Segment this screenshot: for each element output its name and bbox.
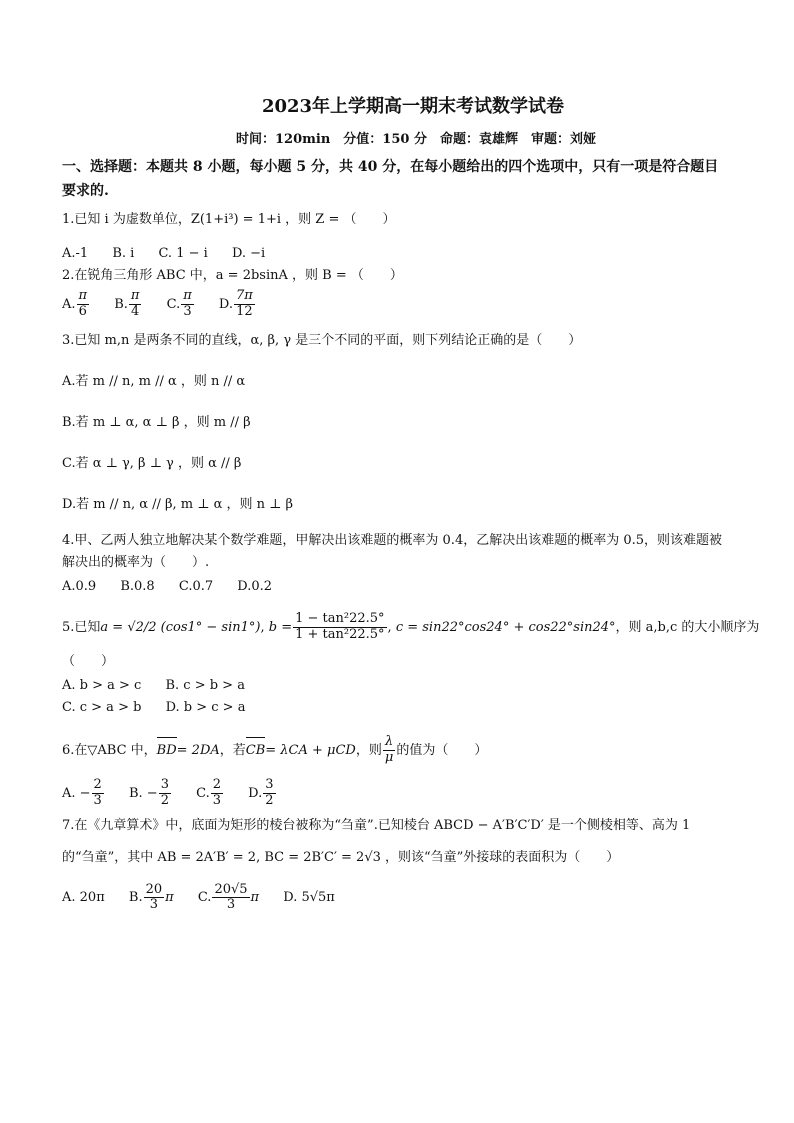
q5-option-c: C. c > a > b bbox=[62, 699, 142, 715]
question-6-options bbox=[62, 778, 730, 809]
q6-option-b: B. − $\frac{3}{2}$ bbox=[128, 776, 169, 808]
question-5-paren: （ ） bbox=[62, 653, 115, 669]
question-4-options bbox=[62, 576, 730, 598]
q3-option-d: D.若 m // n, α // β, m ⊥ α ，则 n ⊥ β bbox=[62, 496, 294, 512]
q1-option-b: B. i bbox=[112, 246, 135, 261]
q6-option-c: C. $\frac{2}{3}$ bbox=[196, 776, 222, 808]
exam-title: 2023年上学期高一期末考试数学试卷 bbox=[261, 96, 565, 117]
q1-option-d: D. −i bbox=[231, 246, 266, 261]
q1-option-c: C. 1 − i bbox=[158, 246, 208, 261]
exam-page bbox=[62, 92, 760, 913]
question-1-stem: 1.已知 i 为虚数单位，Z(1+i³) = 1+i ，则 Z = （ ） bbox=[62, 212, 396, 227]
question-5-options-row2 bbox=[62, 697, 730, 719]
q2-option-d: D. $\frac{7\pi}{12}$ bbox=[218, 288, 253, 319]
q6-option-d: D. $\frac{3}{2}$ bbox=[248, 776, 274, 808]
question-7-stem-line1: 7.在《九章算术》中，底面为矩形的棱台被称为“刍童”.已知棱台 ABCD − A′B′C′D′ 是一个侧棱相等、高为 1 bbox=[62, 817, 691, 833]
exam-meta-line: 时间：120min 分值：150 分 命题：袁雄辉 审题：刘娅 bbox=[236, 132, 596, 147]
q3-option-b: B.若 m ⊥ α, α ⊥ β ，则 m // β bbox=[62, 414, 251, 430]
section-heading: 一、选择题：本题共 8 小题，每小题 5 分，共 40 分，在每小题给出的四个选项中，只有一项是符合题目要求的. bbox=[62, 159, 719, 199]
q4-option-d: D.0.2 bbox=[237, 578, 273, 594]
q5-option-d: D. b > c > a bbox=[165, 699, 246, 715]
question-5-stem: 5.已知a = √2/2 (cos1° − sin1°), b = $\frac{\text{1 − tan²22.5°}}{\text{1 + tan²22.5°}}$ , c = sin22°cos24° + cos22°sin24°，则 a,b,c 的大小顺序为 bbox=[62, 610, 760, 642]
question-1-options bbox=[62, 243, 730, 265]
q7-option-c: C. $\frac{20√5}{3}$ π bbox=[197, 881, 260, 913]
q5-option-b: B. c > b > a bbox=[165, 677, 245, 693]
q3-option-a: A.若 m // n, m // α ，则 n // α bbox=[62, 373, 246, 389]
q3-option-c: C.若 α ⊥ γ, β ⊥ γ ，则 α // β bbox=[62, 455, 242, 471]
q2-option-b: B. $\frac{\pi}{4}$ bbox=[114, 288, 140, 319]
q2-option-a: A. $\frac{\pi}{6}$ bbox=[62, 288, 88, 319]
question-2-options bbox=[62, 289, 730, 320]
q4-option-b: B.0.8 bbox=[120, 578, 155, 594]
question-3-stem: 3.已知 m,n 是两条不同的直线，α, β, γ 是三个不同的平面，则下列结论正确的是（ ） bbox=[62, 332, 582, 348]
q1-option-a: A.-1 bbox=[62, 246, 89, 261]
q7-option-b: B. $\frac{20}{3}$ π bbox=[128, 881, 174, 913]
q4-option-c: C.0.7 bbox=[178, 578, 214, 594]
question-6-stem: 6.在▽ABC 中，BD= 2DA，若CB= λCA + μCD，则 $\frac{\lambda}{\mu}$ 的值为（ ） bbox=[62, 733, 488, 765]
question-5-options-row1 bbox=[62, 675, 730, 697]
q6-option-a: A. − $\frac{2}{3}$ bbox=[62, 776, 102, 808]
question-7-options bbox=[62, 883, 730, 914]
question-7-stem-line2: 的“刍童”，其中 AB = 2A′B′ = 2, BC = 2B′C′ = 2√3 ，则该“刍童”外接球的表面积为（ ） bbox=[62, 849, 620, 865]
question-4-stem: 4.甲、乙两人独立地解决某个数学难题，甲解决出该难题的概率为 0.4，乙解决出该难题的概率为 0.5，则该难题被解决出的概率为（ ）. bbox=[62, 532, 723, 570]
q4-option-a: A.0.9 bbox=[62, 578, 97, 594]
q7-option-a: A. 20π bbox=[62, 890, 105, 906]
q5-option-a: A. b > a > c bbox=[62, 677, 142, 693]
question-2-stem: 2.在锐角三角形 ABC 中，a = 2bsinA ，则 B = （ ） bbox=[62, 268, 403, 283]
q2-option-c: C. $\frac{\pi}{3}$ bbox=[166, 288, 192, 319]
q7-option-d: D. 5√5π bbox=[283, 890, 335, 906]
